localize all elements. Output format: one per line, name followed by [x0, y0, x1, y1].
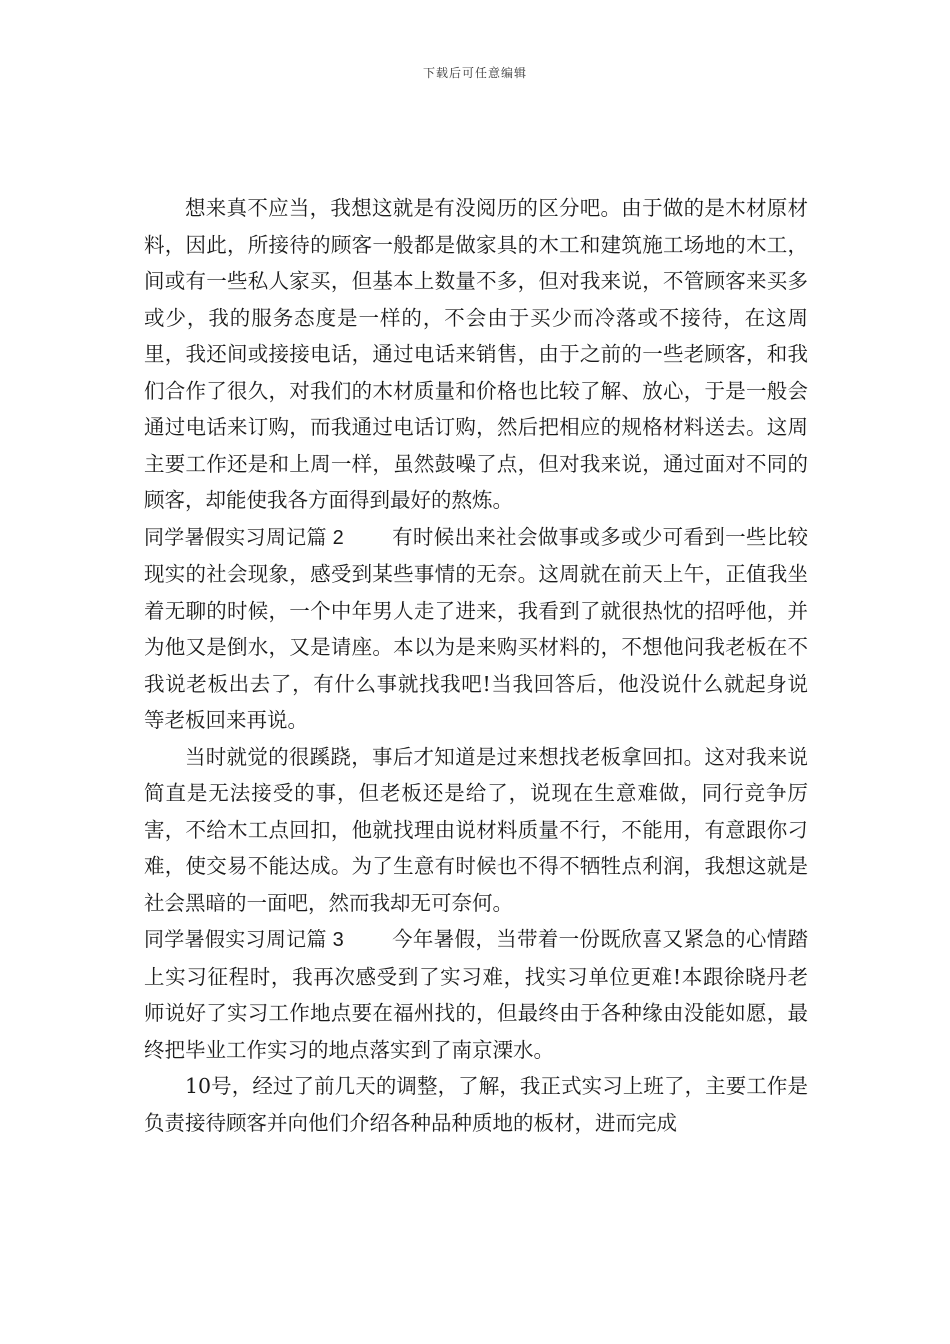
paragraph-4 [144, 921, 808, 1068]
paragraph-text: 当时就觉的很蹊跷，事后才知道是过来想找老板拿回扣。这对我来说简直是无法接受的事，但老板还是给了，说现在生意难做，同行竞争厉害，不给木工点回扣，他就找理由说材料质量不行，不能用，有意跟你刁难，使交易不能达成。为了生意有时候也不得不牺牲点利润，我想这就是社会黑暗的一面吧，然而我却无可奈何。 [144, 744, 808, 915]
paragraph-3 [144, 739, 808, 922]
section-heading-2: 同学暑假实习周记篇 2 [144, 526, 344, 549]
paragraph-text: 10号，经过了前几天的调整，了解，我正式实习上班了，主要工作是负责接待顾客并向他们介绍各种品种质地的板材，进而完成 [144, 1074, 808, 1135]
paragraph-2 [144, 519, 808, 739]
paragraph-text: 想来真不应当，我想这就是有没阅历的区分吧。由于做的是木材原材料，因此，所接待的顾客一般都是做家具的木工和建筑施工场地的木工，间或有一些私人家买，但基本上数量不多，但对我来说，不管顾客来买多或少，我的服务态度是一样的，不会由于买少而冷落或不接待，在这周里，我还间或接接电话，通过电话来销售，由于之前的一些老顾客，和我们合作了很久，对我们的木材质量和价格也比较了解、放心，于是一般会通过电话来订购，而我通过电话订购，然后把相应的规格材料送去。这周主要工作还是和上周一样，虽然鼓噪了点，但对我来说，通过面对不同的顾客，却能使我各方面得到最好的熬炼。 [144, 196, 808, 512]
section-heading-3: 同学暑假实习周记篇 3 [144, 929, 344, 951]
page-header: 下载后可任意编辑 [422, 66, 527, 80]
paragraph-text: 有时候出来社会做事或多或少可看到一些比较现实的社会现象，感受到某些事情的无奈。这周就在前天上午，正值我坐着无聊的时候，一个中年男人走了进来，我看到了就很热忱的招呼他，并为他又是倒水，又是请座。本以为是来购买材料的，不想他问我老板在不我说老板出去了，有什么事就找我吧!当我回答后，他没说什么就起身说等老板回来再说。 [144, 524, 809, 732]
paragraph-1 [144, 190, 808, 519]
document-body [144, 190, 808, 1141]
paragraph-5 [144, 1068, 808, 1141]
paragraph-text: 今年暑假，当带着一份既欣喜又紧急的心情踏上实习征程时，我再次感受到了实习难，找实习单位更难!本跟徐晓丹老师说好了实习工作地点要在福州找的，但最终由于各种缘由没能如愿，最终把毕业工作实习的地点落实到了南京溧水。 [144, 927, 809, 1062]
